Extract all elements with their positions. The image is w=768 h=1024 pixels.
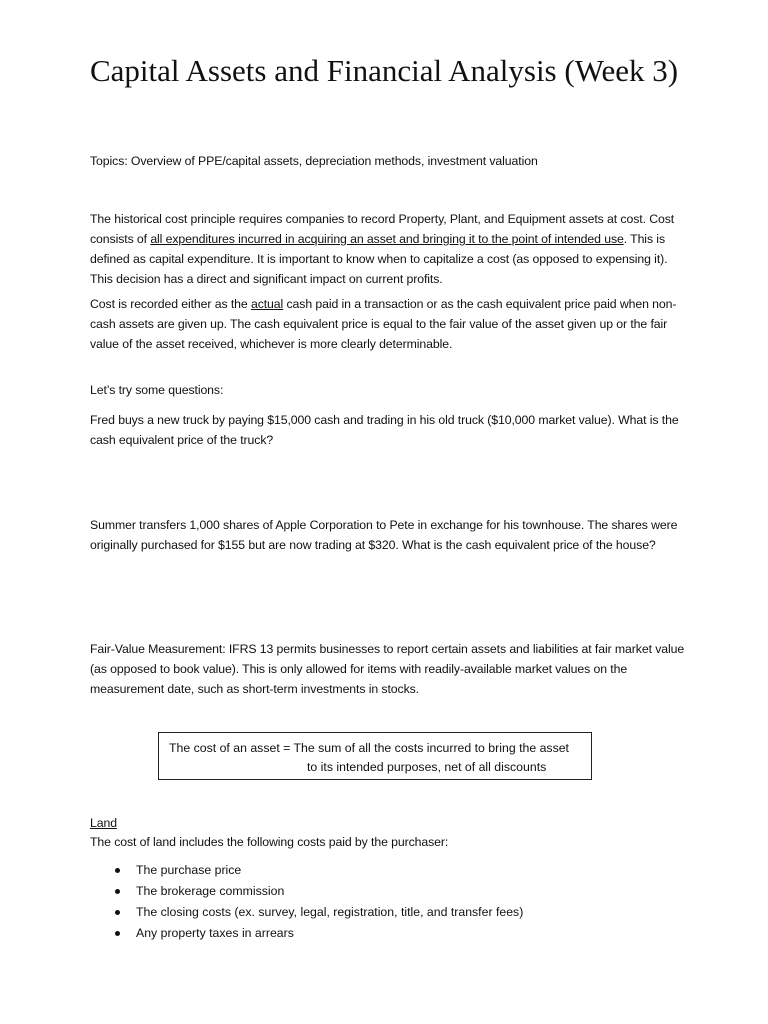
list-item xyxy=(113,923,523,944)
page-title: Capital Assets and Financial Analysis (Week 3) xyxy=(89,53,679,88)
bullet-icon xyxy=(115,868,120,873)
questions-intro: Let’s try some questions: xyxy=(90,383,224,397)
land-heading: Land xyxy=(90,816,117,830)
historical-cost-text-1: The historical cost principle requires companies to record Property, Plant, and Equipment assets at cost. Cost consists of xyxy=(90,212,675,246)
land-cost-list xyxy=(113,860,523,944)
fair-value-paragraph: Fair-Value Measurement: IFRS 13 permits businesses to report certain assets and liabilities at fair market value (as opposed to book value). This is only allowed for items with readily-available market values on the measurement date, such as short-term investments in stocks. xyxy=(90,642,685,696)
cost-definition-box xyxy=(158,732,592,780)
question-2: Summer transfers 1,000 shares of Apple Corporation to Pete in exchange for his townhouse. The shares were originally purchased for $155 but are now trading at $320. What is the cash equivalent price of the house? xyxy=(90,518,678,552)
bullet-icon xyxy=(115,931,120,936)
historical-cost-text-2: . This is defined as capital expenditure. It is important to know when to capitalize a cost (as opposed to expensing it). This decision has a direct and significant impact on current profits. xyxy=(90,232,668,286)
list-item-text: The brokerage commission xyxy=(136,884,285,898)
historical-cost-underlined: all expenditures incurred in acquiring an asset and bringing it to the point of intended use xyxy=(150,232,624,246)
cost-recorded-paragraph xyxy=(90,294,690,354)
land-intro: The cost of land includes the following costs paid by the purchaser: xyxy=(90,835,449,849)
cost-definition-line-2: to its intended purposes, net of all discounts xyxy=(307,760,547,774)
list-item xyxy=(113,881,523,902)
list-item-text: The closing costs (ex. survey, legal, registration, title, and transfer fees) xyxy=(136,905,524,919)
list-item-text: The purchase price xyxy=(136,863,242,877)
list-item-text: Any property taxes in arrears xyxy=(136,926,294,940)
question-1: Fred buys a new truck by paying $15,000 cash and trading in his old truck ($10,000 market value). What is the cash equivalent price of the truck? xyxy=(90,413,679,447)
bullet-icon xyxy=(115,889,120,894)
list-item xyxy=(113,860,523,881)
cost-definition-line-1: The cost of an asset = The sum of all the costs incurred to bring the asset xyxy=(169,741,569,755)
cost-recorded-text-2: cash paid in a transaction or as the cash equivalent price paid when non-cash assets are given up. The cash equivalent price is equal to the fair value of the asset given up or the fair value of the asset received, whichever is more clearly determinable. xyxy=(90,297,677,351)
topics-line: Topics: Overview of PPE/capital assets, depreciation methods, investment valuation xyxy=(90,154,538,168)
historical-cost-paragraph xyxy=(90,209,690,289)
list-item xyxy=(113,902,523,923)
cost-recorded-text-1: Cost is recorded either as the xyxy=(90,297,251,311)
cost-recorded-underlined: actual xyxy=(250,297,284,311)
bullet-icon xyxy=(115,910,120,915)
